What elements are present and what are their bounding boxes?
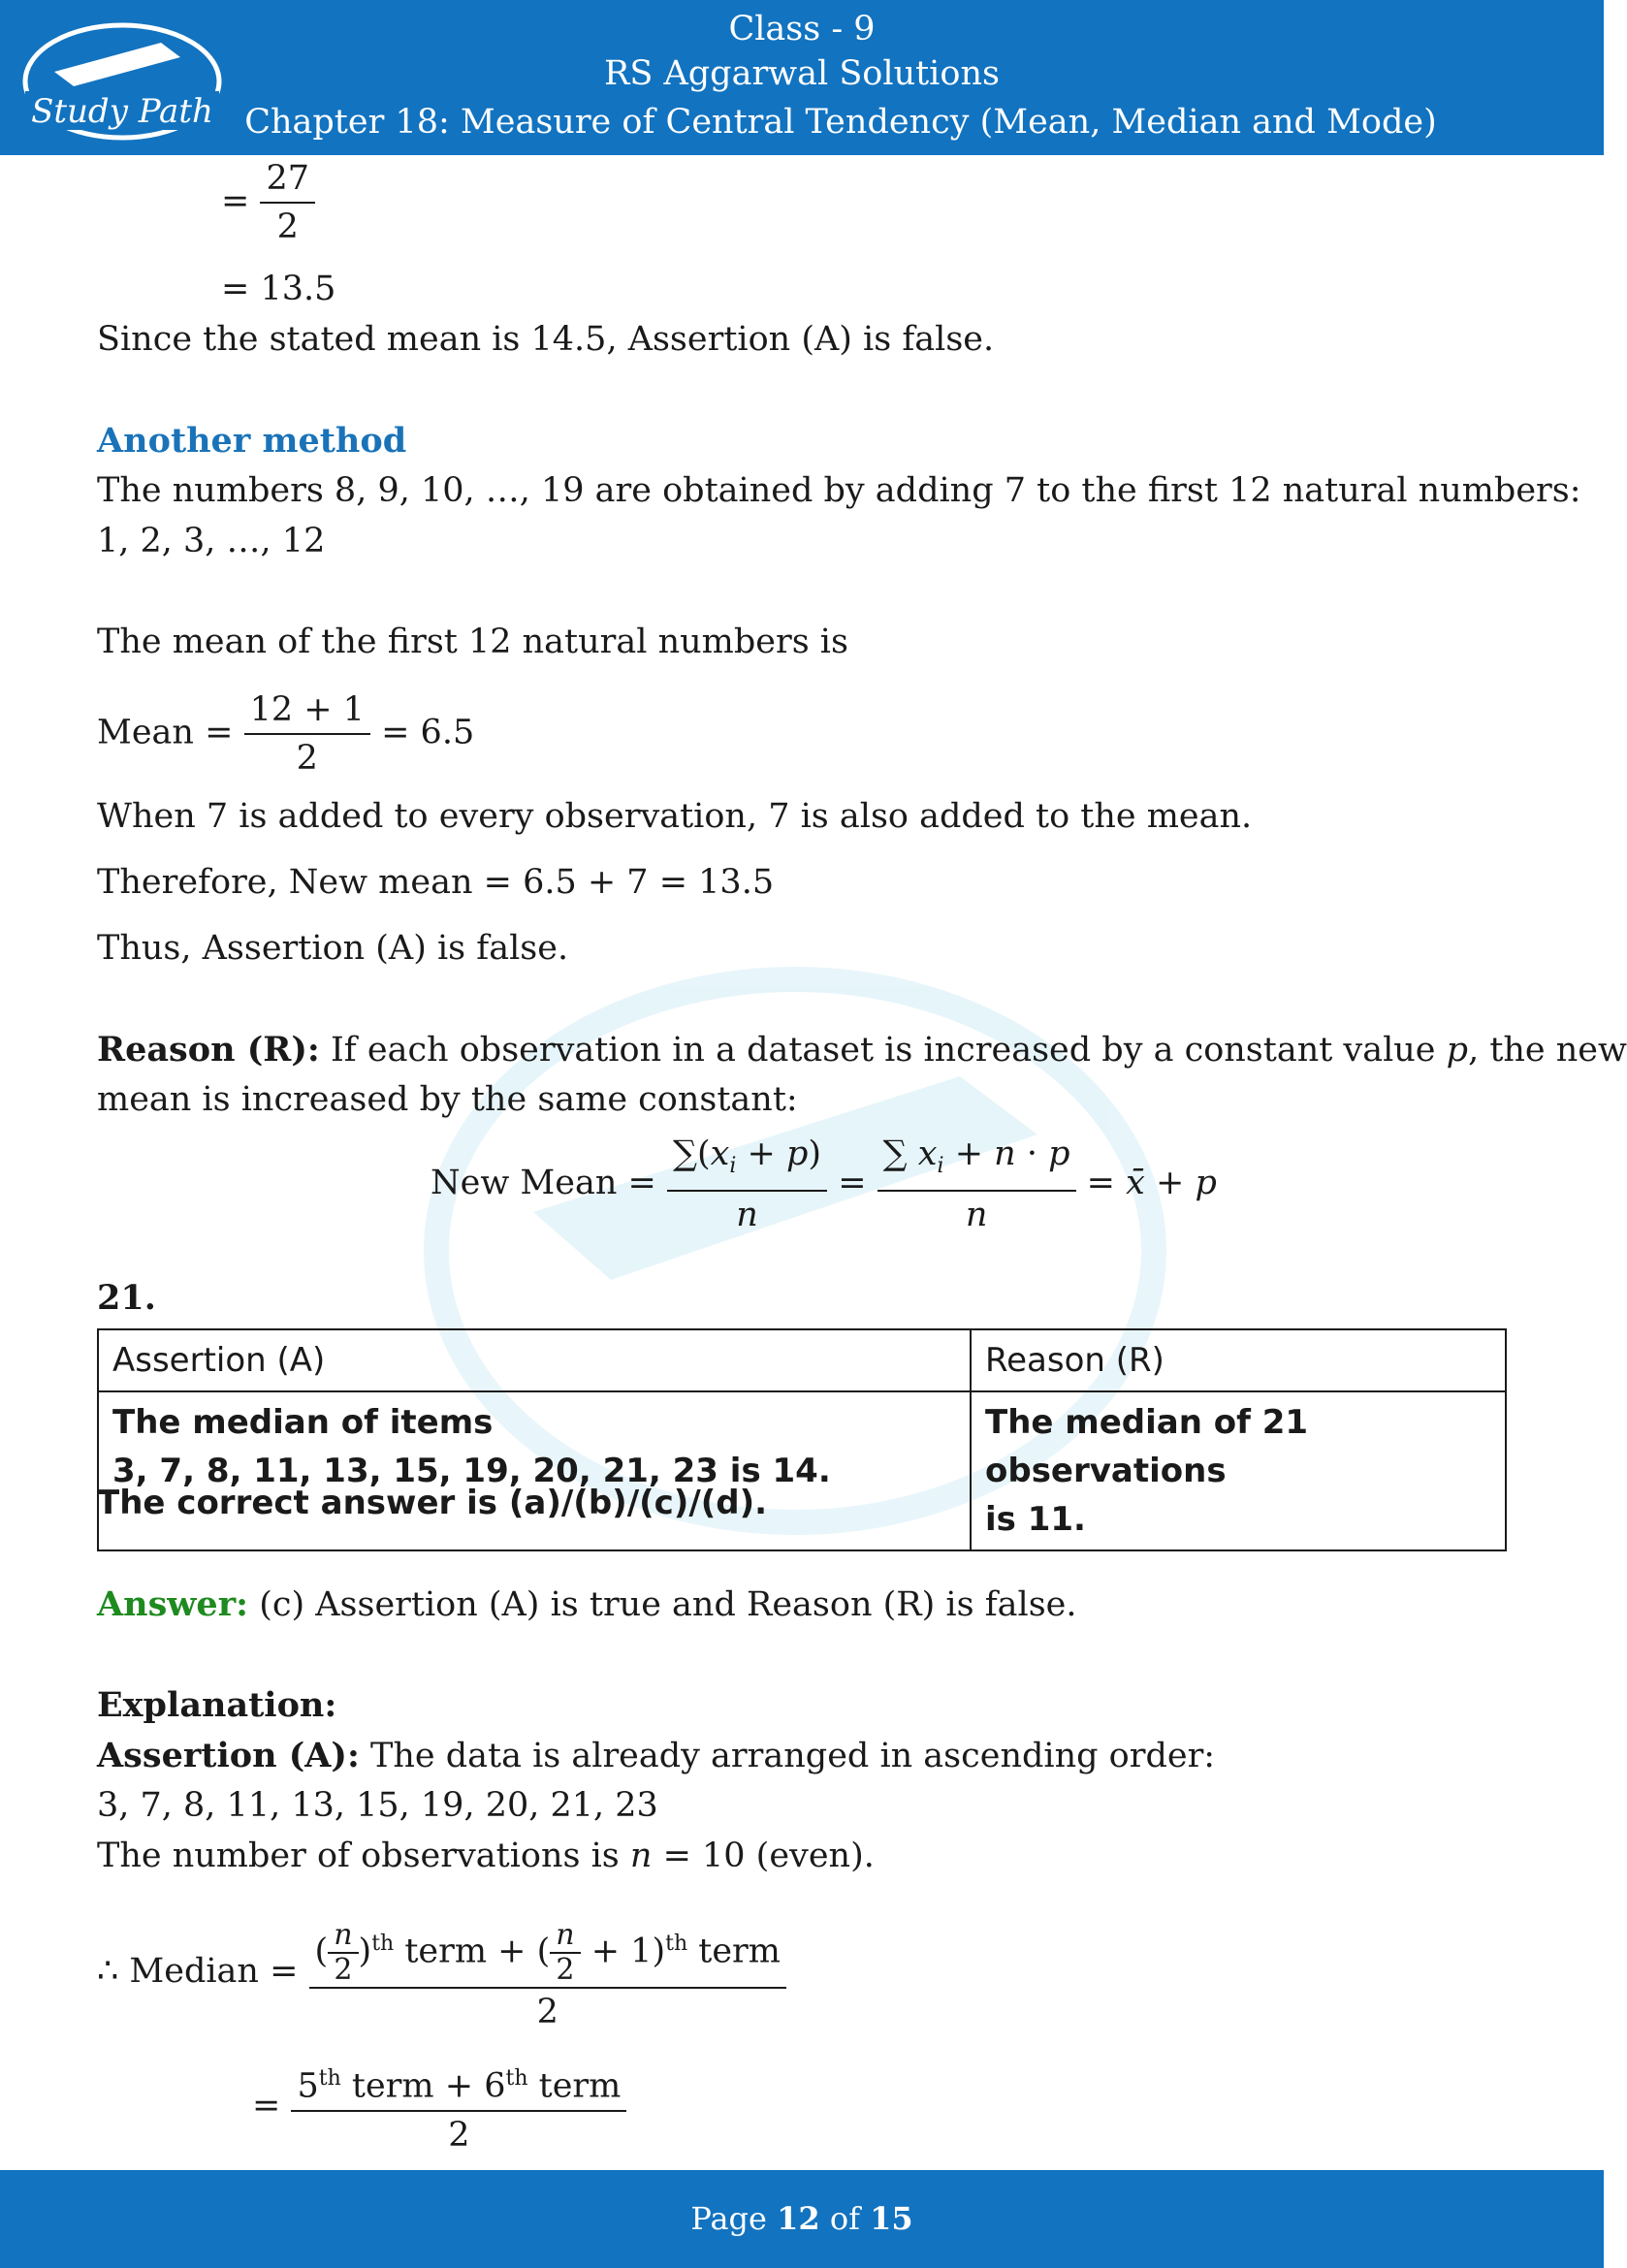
book-title: RS Aggarwal Solutions bbox=[604, 54, 1000, 93]
reason-line-2: mean is increased by the same constant: bbox=[97, 1080, 798, 1119]
assertion-line: Assertion (A): The data is already arranged in ascending order: bbox=[97, 1736, 1216, 1775]
fraction-27-over-2: = $\frac{27}{2}$ bbox=[221, 155, 315, 250]
cell-assertion: The median of items 3, 7, 8, 11, 13, 15, 19, 20, 21, 23 is 14. bbox=[98, 1391, 971, 1550]
n-line: The number of observations is n = 10 (even). bbox=[97, 1837, 875, 1875]
question-number: 21. bbox=[97, 1278, 156, 1318]
another-p3: The mean of the first 12 natural numbers is bbox=[97, 623, 848, 661]
page-header bbox=[0, 0, 1604, 155]
chapter-title: Chapter 18: Measure of Central Tendency (Mean, Median and Mode) bbox=[244, 103, 1437, 142]
result-13-5: = 13.5 bbox=[221, 270, 336, 308]
another-p5: Therefore, New mean = 6.5 + 7 = 13.5 bbox=[97, 863, 775, 902]
svg-text:Study Path: Study Path bbox=[31, 92, 213, 131]
of-word: of bbox=[829, 2200, 860, 2237]
median-formula: ∴ Median = ( $\frac{n}{2}$ )$^{th}$ term + ( $\frac{n}{2}$ + 1)$^{th}$ term 2 bbox=[97, 1910, 786, 2035]
class-title: Class - 9 bbox=[728, 10, 876, 48]
another-p1: The numbers 8, 9, 10, …, 19 are obtained by adding 7 to the first 12 natural numbers: bbox=[97, 471, 1581, 510]
header-reason: Reason (R) bbox=[971, 1329, 1506, 1391]
page-number: 12 bbox=[777, 2200, 820, 2237]
mean-formula: Mean = $\frac{12 + 1}{2}$ = 6.5 bbox=[97, 687, 474, 782]
reason-line-1: Reason (R): If each observation in a dataset is increased by a constant value p, the new bbox=[97, 1030, 1627, 1070]
answer-line: Answer: (c) Assertion (A) is true and Reason (R) is false. bbox=[97, 1584, 1077, 1624]
correct-answer-prompt: The correct answer is (a)/(b)/(c)/(d). bbox=[97, 1484, 768, 1522]
another-method-heading: Another method bbox=[97, 421, 407, 461]
explanation-heading: Explanation: bbox=[97, 1685, 337, 1725]
data-line: 3, 7, 8, 11, 13, 15, 19, 20, 21, 23 bbox=[97, 1786, 658, 1825]
another-p4: When 7 is added to every observation, 7 is also added to the mean. bbox=[97, 797, 1253, 836]
header-assertion: Assertion (A) bbox=[98, 1329, 971, 1391]
median-step-2: = $\frac{5^{th} term + 6^{th} term}{2}$ bbox=[252, 2056, 626, 2158]
another-p2: 1, 2, 3, …, 12 bbox=[97, 522, 326, 560]
new-mean-formula: New Mean = $\frac{\sum(x_i + p)}{n}$ = $\frac{\sum x_i + n \cdot p}{n}$ = x̄ + p bbox=[431, 1131, 1217, 1238]
table-row bbox=[98, 1391, 1506, 1550]
stated-mean-text: Since the stated mean is 14.5, Assertion (A) is false. bbox=[97, 320, 995, 359]
another-p6: Thus, Assertion (A) is false. bbox=[97, 929, 569, 968]
page-total: 15 bbox=[870, 2200, 913, 2237]
page-word: Page bbox=[690, 2200, 767, 2237]
cell-reason: The median of 21 observations is 11. bbox=[971, 1391, 1506, 1550]
page-footer bbox=[0, 2170, 1604, 2268]
table-row bbox=[98, 1329, 1506, 1391]
